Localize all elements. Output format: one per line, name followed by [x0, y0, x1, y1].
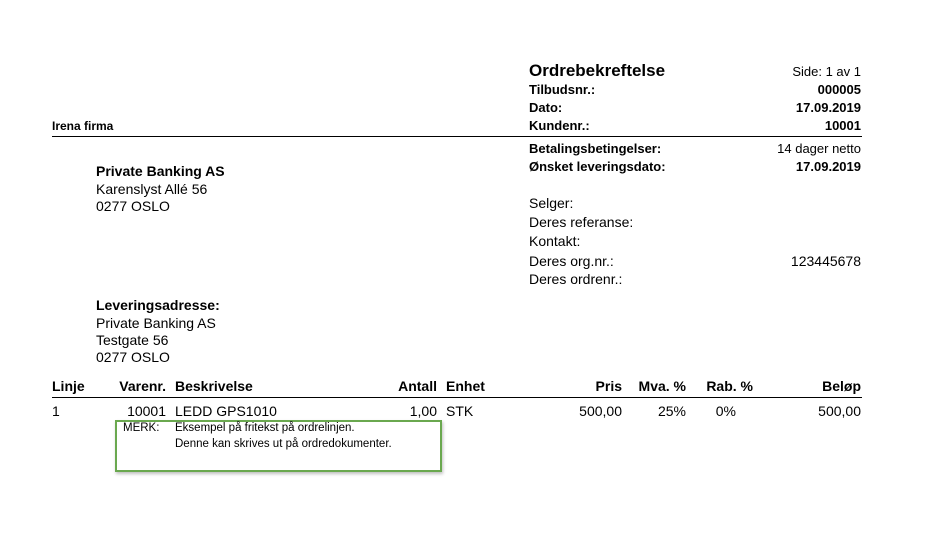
delivery-name: Private Banking AS [96, 315, 216, 331]
reference-label: Deres referanse: [529, 214, 634, 230]
row-price: 500,00 [579, 403, 622, 419]
table-header-divider [52, 397, 862, 398]
col-header-quantity: Antall [398, 378, 437, 394]
page-indicator: Side: 1 av 1 [792, 64, 861, 79]
col-header-description: Beskrivelse [175, 378, 253, 394]
row-quantity: 1,00 [409, 403, 437, 419]
col-header-itemno: Varenr. [119, 378, 166, 394]
col-header-price: Pris [595, 378, 622, 394]
note-line-1: Eksempel på fritekst på ordrelinjen. [175, 422, 355, 434]
contact-label: Kontakt: [529, 233, 581, 249]
customer-street: Karenslyst Allé 56 [96, 181, 208, 197]
customer-number-label: Kundenr.: [529, 118, 590, 133]
delivery-street: Testgate 56 [96, 332, 169, 348]
col-header-discount: Rab. % [706, 378, 753, 394]
date-value: 17.09.2019 [795, 100, 861, 115]
row-vat: 25% [657, 403, 686, 419]
org-number-value: 123445678 [790, 253, 861, 269]
note-label: MERK: [123, 422, 160, 434]
row-unit: STK [446, 403, 474, 419]
col-header-vat: Mva. % [638, 378, 686, 394]
offer-number-value: 000005 [817, 82, 861, 97]
seller-label: Selger: [529, 195, 574, 211]
note-line-2: Denne kan skrives ut på ordredokumenter. [175, 438, 392, 450]
col-header-line: Linje [52, 378, 85, 394]
row-itemno: 10001 [127, 403, 166, 419]
org-number-label: Deres org.nr.: [529, 253, 614, 269]
row-description: LEDD GPS1010 [175, 403, 277, 419]
delivery-heading: Leveringsadresse: [96, 297, 220, 313]
header-divider [52, 136, 862, 137]
company-name: Irena firma [52, 119, 114, 133]
payment-terms-value: 14 dager netto [777, 141, 861, 156]
delivery-date-value: 17.09.2019 [795, 159, 861, 174]
row-discount: 0% [715, 403, 736, 419]
order-number-label: Deres ordrenr.: [529, 271, 623, 287]
delivery-city: 0277 OSLO [96, 349, 170, 365]
col-header-amount: Beløp [822, 378, 861, 394]
document-title: Ordrebekreftelse [529, 61, 666, 80]
offer-number-label: Tilbudsnr.: [529, 82, 596, 97]
date-label: Dato: [529, 100, 563, 115]
row-line: 1 [52, 403, 60, 419]
col-header-unit: Enhet [446, 378, 485, 394]
payment-terms-label: Betalingsbetingelser: [529, 141, 662, 156]
row-amount: 500,00 [818, 403, 861, 419]
customer-name: Private Banking AS [96, 163, 225, 179]
delivery-date-label: Ønsket leveringsdato: [529, 159, 666, 174]
customer-city: 0277 OSLO [96, 198, 170, 214]
customer-number-value: 10001 [824, 118, 861, 133]
